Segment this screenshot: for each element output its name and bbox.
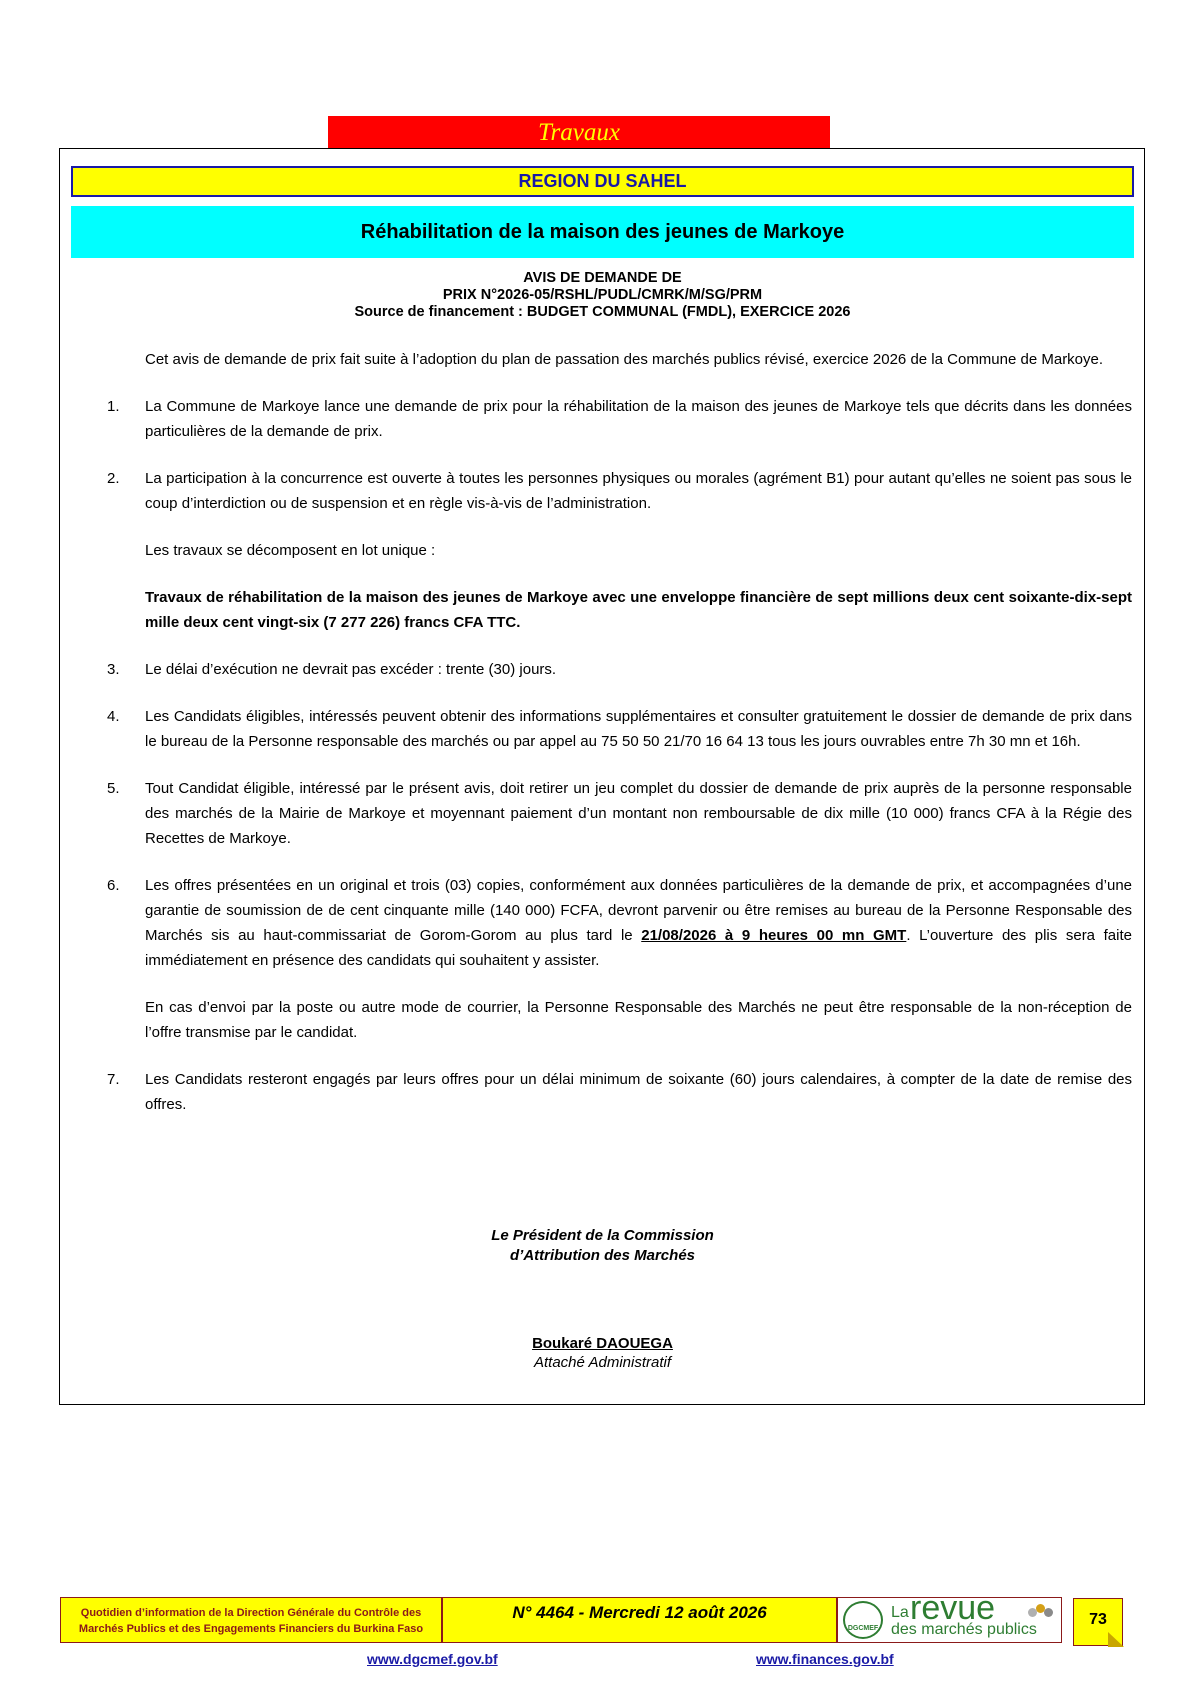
region-banner: REGION DU SAHEL	[71, 166, 1134, 197]
signatory-role: Attaché Administratif	[534, 1354, 671, 1371]
dgcmef-link[interactable]: www.dgcmef.gov.bf	[367, 1651, 498, 1667]
postal-note: En cas d’envoi par la poste ou autre mode de courrier, la Personne Responsable des Marchés ne peut être responsable de la non-réception de l’offre transmise par le candidat.	[145, 999, 1132, 1041]
dgcmef-badge-text: DGCMEF	[847, 1625, 879, 1632]
item-number: 2.	[107, 470, 120, 487]
item-number: 5.	[107, 780, 120, 797]
list-item	[107, 657, 1132, 682]
publisher-line1: Quotidien d’information de la Direction Générale du Contrôle des	[80, 1607, 422, 1619]
notice-body	[107, 347, 1132, 1117]
item-number: 4.	[107, 708, 120, 725]
logo-la: La	[891, 1604, 909, 1621]
list-item	[107, 873, 1132, 973]
item-number: 3.	[107, 661, 120, 678]
publisher-line2: Marchés Publics et des Engagements Financiers du Burkina Faso	[78, 1623, 424, 1635]
item-text-after: . L’ouverture des plis sera faite immédiatement en présence des candidats qui souhaitent y assister.	[145, 927, 1132, 969]
intro-paragraph: Cet avis de demande de prix fait suite à l’adoption du plan de passation des marchés publics révisé, exercice 2026 de la Commune de Markoye.	[145, 351, 1104, 368]
item-text-before: Les offres présentées en un original et trois (03) copies, conformément aux données particulières de la demande de prix, et accompagnées d’une garantie de soumission de de cent cinquante mille (140 000) FCFA, devront parvenir ou être remises au bureau de la Personne Responsable des Marchés sis au haut-commissariat de Gorom-Gorom au plus tard le	[145, 877, 1132, 944]
signatory-title-line2: d’Attribution des Marchés	[509, 1247, 696, 1264]
notice-ref-line3: Source de financement : BUDGET COMMUNAL (FMDL), EXERCICE 2026	[354, 304, 851, 320]
list-item	[107, 394, 1132, 444]
notice-reference	[71, 270, 1134, 321]
revue-logo	[837, 1589, 1062, 1643]
notice-ref-line2: PRIX N°2026-05/RSHL/PUDL/CMRK/M/SG/PRM	[442, 287, 763, 303]
item-text: Les Candidats resteront engagés par leurs offres pour un délai minimum de soixante (60) jours calendaires, à compter de la date de remise des offres.	[145, 1071, 1132, 1113]
notice-ref-line1: AVIS DE DEMANDE DE	[523, 270, 682, 286]
page-corner-fold	[1108, 1632, 1124, 1647]
list-item	[107, 704, 1132, 754]
finances-link[interactable]: www.finances.gov.bf	[756, 1651, 894, 1667]
item-text: La participation à la concurrence est ouverte à toutes les personnes physiques ou morales (agrément B1) pour autant qu’elles ne soient pas sous le coup d’interdiction ou de suspension et en règle vis-à-vis de l’administration.	[145, 470, 1132, 512]
dgcmef-badge-icon	[843, 1601, 883, 1639]
item-text: Les Candidats éligibles, intéressés peuvent obtenir des informations supplémentaires et consulter gratuitement le dossier de demande de prix dans le bureau de la Personne responsable des marchés ou par appel au 75 50 50 21/70 16 64 13 tous les jours ouvrables entre 7h 30 mn et 16h.	[145, 708, 1132, 750]
lots-intro: Les travaux se décomposent en lot unique :	[145, 542, 436, 559]
page-number: 73	[1073, 1598, 1123, 1646]
item-number: 1.	[107, 398, 120, 415]
item-text: Tout Candidat éligible, intéressé par le présent avis, doit retirer un jeu complet du dossier de demande de prix auprès de la personne responsable des marchés de la Mairie de Markoye et moyennant paiement d’un montant non remboursable de dix mille (10 000) francs CFA à la Régie des Recettes de Markoye.	[145, 780, 1132, 847]
signature-block	[71, 1226, 1134, 1372]
footer-issue: N° 4464 - Mercredi 12 août 2026	[442, 1597, 837, 1643]
submission-deadline: 21/08/2026 à 9 heures 00 mn GMT	[641, 927, 907, 944]
logo-subtitle: des marchés publics	[891, 1621, 1037, 1638]
list-item	[107, 466, 1132, 516]
notice-title: Réhabilitation de la maison des jeunes de Markoye	[71, 206, 1134, 258]
item-text: Le délai d’exécution ne devrait pas excéder : trente (30) jours.	[145, 661, 557, 678]
logo-dots-icon	[1028, 1604, 1054, 1618]
footer-publisher	[60, 1597, 442, 1643]
logo-revue: revue	[910, 1589, 996, 1627]
list-item	[107, 776, 1132, 851]
item-number: 7.	[107, 1071, 120, 1088]
signatory-name: Boukaré DAOUEGA	[532, 1335, 673, 1352]
signatory-title-line1: Le Président de la Commission	[491, 1227, 714, 1244]
item-number: 6.	[107, 877, 120, 894]
section-tab: Travaux	[328, 116, 830, 149]
lot-detail: Travaux de réhabilitation de la maison des jeunes de Markoye avec une enveloppe financière de sept millions deux cent soixante-dix-sept mille deux cent vingt-six (7 277 226) francs CFA TTC.	[145, 589, 1132, 631]
item-text: La Commune de Markoye lance une demande de prix pour la réhabilitation de la maison des jeunes de Markoye tels que décrits dans les données particulières de la demande de prix.	[145, 398, 1132, 440]
list-item	[107, 1067, 1132, 1117]
